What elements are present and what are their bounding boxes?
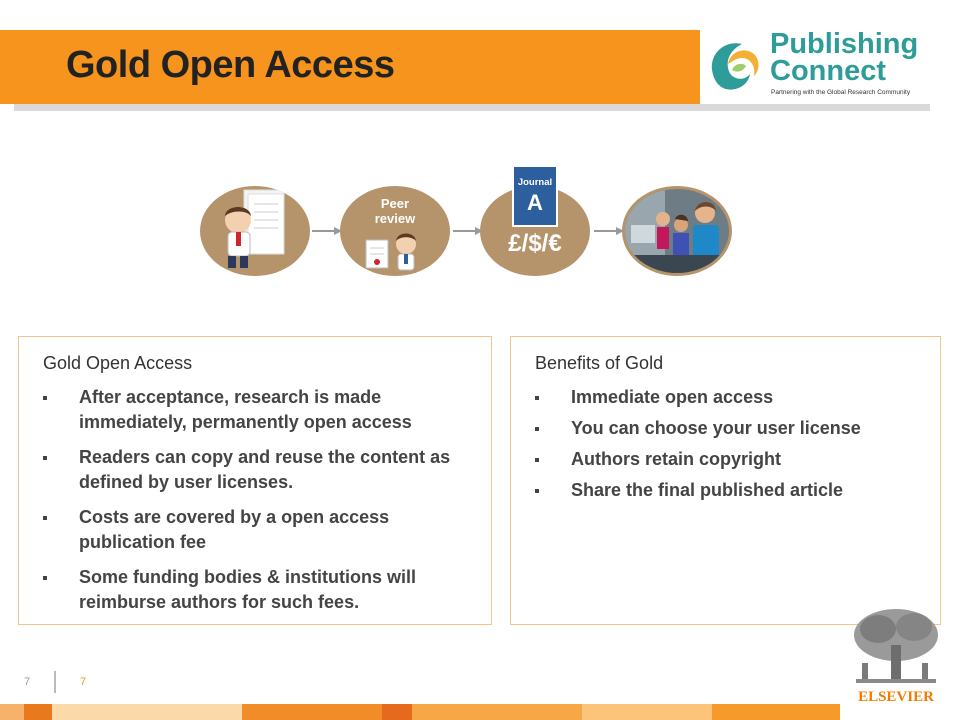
bullet-icon [535,396,539,400]
list-item: Readers can copy and reuse the content as defined by user licenses. [19,445,479,495]
footer-stripe [412,704,582,720]
slide-number-right: 7 [80,676,87,688]
footer-stripe [242,704,382,720]
brand-name: Publishing Connect [770,28,919,87]
peer-review-label: Peer review [374,196,416,226]
bullet-icon [535,427,539,431]
footer-stripe [0,704,24,720]
gold-open-access-box [18,336,492,625]
reviewer-icon [340,186,450,276]
page-title: Gold Open Access [66,44,395,86]
gold-open-access-heading: Gold Open Access [43,353,193,373]
list-item: Some funding bodies & institutions will reimburse authors for such fees. [19,565,479,615]
readers-at-computers-icon [625,189,729,273]
process-step-readers [622,186,732,276]
process-step-peer-review [340,186,450,276]
author-with-manuscript-icon [200,186,310,276]
journal-icon [512,165,558,227]
footer-color-stripes [0,704,840,720]
footer-separator [54,671,56,693]
arrow-right-icon [312,226,342,236]
publishing-connect-swirl-icon [704,34,766,96]
bullet-icon [43,576,47,580]
list-item: After acceptance, research is made immediately, permanently open access [19,385,479,435]
elsevier-tree-icon [848,605,944,689]
footer-stripe [382,704,412,720]
elsevier-logo [848,605,944,710]
arrow-right-icon [594,226,624,236]
bullet-icon [43,396,47,400]
bullet-icon [535,458,539,462]
bullet-icon [43,456,47,460]
slide-number-left: 7 [24,676,31,688]
publishing-connect-logo [700,30,930,104]
arrow-right-icon [453,226,483,236]
benefits-of-gold-list [511,385,951,509]
elsevier-wordmark: ELSEVIER [858,689,934,705]
bullet-icon [535,489,539,493]
footer-stripe [24,704,52,720]
journal-letter: A [527,190,543,215]
list-item: Share the final published article [511,478,951,503]
benefits-of-gold-heading: Benefits of Gold [535,353,664,373]
list-item: Costs are covered by a open access publication fee [19,505,479,555]
list-item: Authors retain copyright [511,447,951,472]
gold-open-access-list [19,385,479,625]
footer-stripe [582,704,712,720]
footer-stripe [52,704,242,720]
benefits-of-gold-box [510,336,941,625]
footer-stripe [712,704,840,720]
brand-tagline: Partnering with the Global Research Community [771,89,911,96]
journal-word: Journal [517,177,553,188]
list-item: You can choose your user license [511,416,951,441]
header-shadow [14,104,930,111]
process-step-author [200,186,310,276]
bullet-icon [43,516,47,520]
price-symbols: £/$/€ [508,230,562,257]
list-item: Immediate open access [511,385,951,410]
